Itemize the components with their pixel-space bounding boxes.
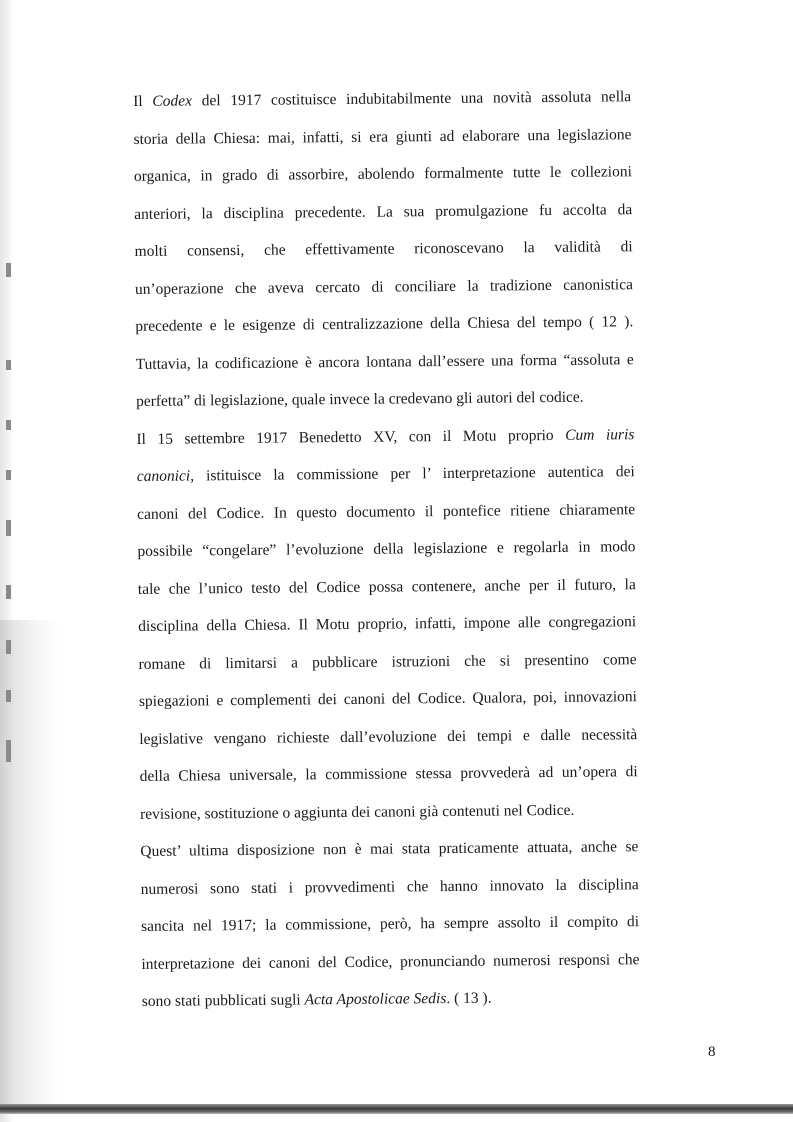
text-line: numerosi sono stati i provvedimenti che hanno innovato la disciplina bbox=[140, 875, 639, 898]
scan-bottom-shadow bbox=[0, 1104, 793, 1114]
text-line: precedente e le esigenze di centralizzazione della Chiesa del tempo ( 12 ). bbox=[135, 313, 634, 335]
scan-edge-mark bbox=[6, 585, 11, 599]
text-line: Quest’ ultima disposizione non è mai stata praticamente attuata, anche se bbox=[140, 838, 639, 860]
scan-edge-mark bbox=[6, 640, 11, 654]
scan-edge-mark bbox=[6, 263, 11, 277]
scan-edge-mark bbox=[6, 690, 11, 702]
italic-term: Codex bbox=[152, 92, 193, 110]
text-line: canonici, istituisce la commissione per l’ interpretazione autentica dei bbox=[136, 463, 635, 485]
text-line: Il Codex del 1917 costituisce indubitabilmente una novità assoluta nella bbox=[133, 88, 632, 110]
text-line: anteriori, la disciplina precedente. La sua promulgazione fu accolta da bbox=[134, 200, 633, 223]
text-line: sono stati pubblicati sugli Acta Apostolicae Sedis. ( 13 ). bbox=[141, 989, 492, 1010]
text-line: legislative vengano richieste dall’evoluzione dei tempi e dalle necessità bbox=[139, 725, 638, 748]
text-line: perfetta” di legislazione, quale invece la credevano gli autori del codice. bbox=[135, 388, 584, 410]
text-line: possibile “congelare” l’evoluzione della legislazione e regolarla in modo bbox=[137, 538, 636, 560]
text-line: Tuttavia, la codificazione è ancora lontana dall’essere una forma “assoluta e bbox=[135, 350, 634, 373]
italic-term: canonici bbox=[136, 467, 191, 485]
text-line: molti consensi, che effettivamente riconoscevano la validità di bbox=[134, 238, 633, 260]
page-number: 8 bbox=[708, 1044, 716, 1060]
scan-edge-mark bbox=[6, 520, 11, 536]
text-line: disciplina della Chiesa. Il Motu proprio, infatti, impone alle congregazioni bbox=[138, 613, 637, 635]
scan-edge-mark bbox=[6, 420, 11, 430]
text-line: tale che l’unico testo del Codice possa contenere, anche per il futuro, la bbox=[137, 575, 636, 598]
text-line: canoni del Codice. In questo documento il pontefice ritiene chiaramente bbox=[137, 500, 636, 523]
text-line: storia della Chiesa: mai, infatti, si era giunti ad elaborare una legislazione bbox=[133, 125, 632, 148]
text-line: della Chiesa universale, la commissione stessa provvederà ad un’opera di bbox=[139, 763, 638, 785]
scan-edge-mark bbox=[6, 360, 11, 370]
text-line: Il 15 settembre 1917 Benedetto XV, con il Motu proprio Cum iuris bbox=[136, 425, 635, 448]
italic-term: Cum iuris bbox=[565, 425, 635, 444]
scan-edge-mark bbox=[6, 470, 11, 480]
text-line: un’operazione che aveva cercato di conciliare la tradizione canonistica bbox=[134, 275, 634, 298]
text-line: spiegazioni e complementi dei canoni del Codice. Qualora, poi, innovazioni bbox=[138, 688, 637, 710]
text-line: revisione, sostituzione o aggiunta dei canoni già contenuti nel Codice. bbox=[139, 801, 575, 823]
text-line: interpretazione dei canoni del Codice, pronunciando numerosi responsi che bbox=[141, 950, 640, 973]
text-line: organica, in grado di assorbire, abolendo formalmente tutte le collezioni bbox=[133, 163, 632, 185]
text-line: sancita nel 1917; la commissione, però, ha sempre assolto il compito di bbox=[141, 913, 640, 935]
text-line: romane di limitarsi a pubblicare istruzioni che si presentino come bbox=[138, 650, 637, 673]
italic-term: Acta Apostolicae Sedis bbox=[304, 990, 447, 1009]
scan-edge-mark bbox=[6, 740, 11, 762]
body-text bbox=[133, 78, 646, 1020]
